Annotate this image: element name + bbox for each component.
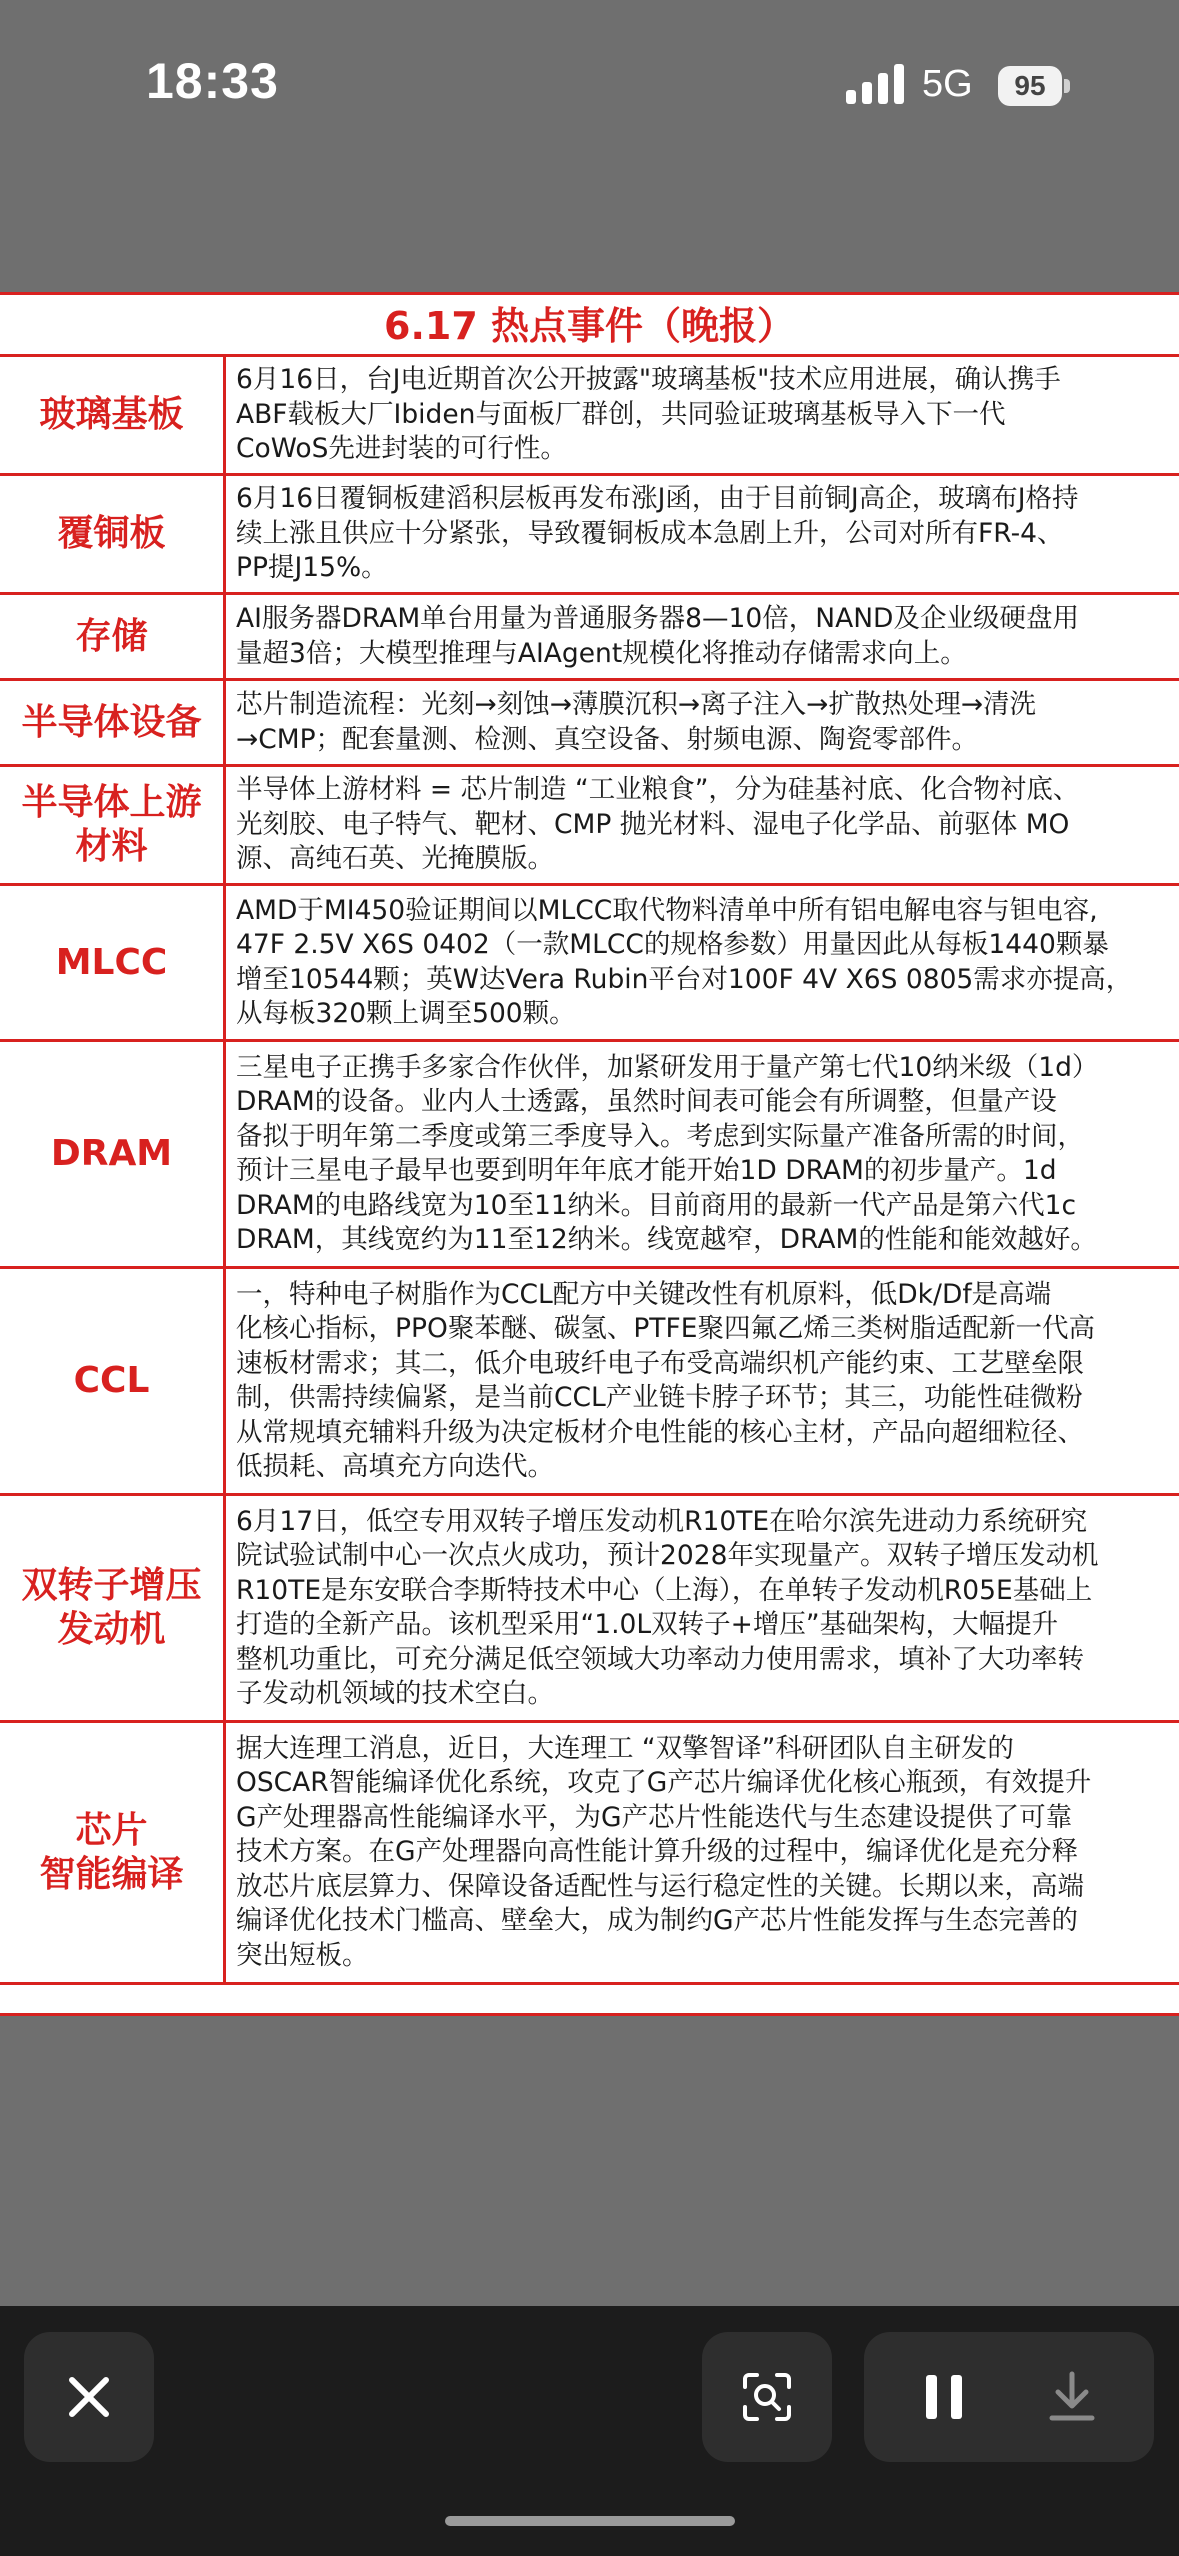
row-text-line: 整机功重比，可充分满足低空领域大功率动力使用需求，填补了大功率转 — [236, 1643, 1084, 1675]
row-label: MLCC — [0, 886, 226, 1039]
row-text — [236, 681, 1169, 764]
visual-search-icon — [739, 2369, 795, 2425]
row-text-line: 预计三星电子最早也要到明年年底才能开始1D DRAM的初步量产。1d — [236, 1155, 1057, 1186]
row-text-line: 子发动机领域的技术空白。 — [236, 1678, 554, 1709]
row-text-line: 源、高纯石英、光掩膜版。 — [236, 843, 554, 875]
row-label: 覆铜板 — [0, 476, 226, 592]
row-text-line: 突出短板。 — [236, 1939, 369, 1971]
row-text-line: 一，特种电子树脂作为CCL配方中关键改性有机原料，低Dk/Df是高端 — [236, 1278, 1052, 1310]
row-text — [236, 886, 1169, 1039]
row-text-line: OSCAR智能编译优化系统，攻克了G产芯片编译优化核心瓶颈，有效提升 — [236, 1767, 1092, 1799]
row-text — [236, 357, 1169, 473]
row-text-line: 量超3倍；大模型推理与AIAgent规模化将推动存储需求向上。 — [236, 637, 967, 669]
row-text-line: 化核心指标，PPO聚苯醚、碳氢、PTFE聚四氟乙烯三类树脂适配新一代高 — [236, 1313, 1095, 1344]
row-text-line: 从每板320颗上调至500颗。 — [236, 998, 576, 1029]
close-button[interactable] — [24, 2332, 154, 2462]
row-text-line: AMD于MI450验证期间以MLCC取代物料清单中所有铝电解电容与钽电容, — [236, 894, 1098, 926]
row-label: 半导体设备 — [0, 681, 226, 764]
row-text-line: 6月16日覆铜板建滔积层板再发布涨J函，由于目前铜J高企，玻璃布J格持 — [236, 483, 1079, 515]
row-text — [236, 1723, 1169, 1982]
table-row — [0, 476, 1179, 595]
row-text-line: 半导体上游材料 = 芯片制造 “工业粮食”，分为硅基衬底、化合物衬底、 — [236, 774, 1080, 806]
close-icon — [64, 2372, 114, 2422]
row-text-line: R10TE是东安联合李斯特技术中心（上海），在单转子发动机R05E基础上 — [236, 1574, 1093, 1606]
row-text-line: 放芯片底层算力、保障设备适配性与运行稳定性的关键。长期以来，高端 — [236, 1870, 1084, 1902]
row-text-line: 增至10544颗；英W达Vera Rubin平台对100F 4V X6S 0805需求亦提高， — [236, 963, 1133, 995]
visual-search-button[interactable] — [702, 2332, 832, 2462]
row-text-line: 6月17日，低空专用双转子增压发动机R10TE在哈尔滨先进动力系统研究 — [236, 1505, 1088, 1537]
media-controls — [864, 2332, 1154, 2462]
download-icon — [1047, 2370, 1097, 2424]
news-document — [0, 292, 1179, 2016]
table-row — [0, 767, 1179, 886]
cellular-signal-icon — [846, 64, 906, 104]
row-text — [236, 1496, 1169, 1720]
download-button[interactable] — [1032, 2357, 1112, 2437]
row-text-line: AI服务器DRAM单台用量为普通服务器8—10倍，NAND及企业级硬盘用 — [236, 603, 1079, 634]
row-text-line: 芯片制造流程：光刻→刻蚀→薄膜沉积→离子注入→扩散热处理→清洗 — [236, 689, 1037, 720]
row-text-line: CoWoS先进封装的可行性。 — [236, 433, 567, 465]
table-row — [0, 681, 1179, 767]
row-text-line: 续上涨且供应十分紧张，导致覆铜板成本急剧上升，公司对所有FR-4、 — [236, 517, 1064, 549]
row-text-line: 打造的全新产品。该机型采用“1.0L双转子+增压”基础架构，大幅提升 — [236, 1609, 1059, 1640]
row-text-line: DRAM，其线宽约为11至12纳米。线宽越窄，DRAM的性能和能效越好。 — [236, 1224, 1097, 1255]
table-row — [0, 357, 1179, 476]
row-text-line: 低损耗、高填充方向迭代。 — [236, 1451, 554, 1482]
status-time: 18:33 — [146, 53, 279, 109]
network-type: 5G — [922, 63, 973, 105]
table-row — [0, 1042, 1179, 1269]
row-text-line: 技术方案。在G产处理器向高性能计算升级的过程中，编译优化是充分释 — [236, 1836, 1079, 1868]
row-text-line: G产处理器高性能编译水平，为G产芯片性能迭代与生态建设提供了可靠 — [236, 1801, 1073, 1833]
row-label: 存储 — [0, 595, 226, 678]
row-text-line: 光刻胶、电子特气、靶材、CMP 抛光材料、湿电子化学品、前驱体 MO — [236, 808, 1070, 840]
row-text-line: DRAM的设备。业内人士透露，虽然时间表可能会有所调整，但量产设 — [236, 1086, 1057, 1117]
row-text-line: DRAM的电路线宽为10至11纳米。目前商用的最新一代产品是第六代1c — [236, 1189, 1077, 1221]
pause-button[interactable] — [904, 2357, 984, 2437]
row-text-line: 制，供需持续偏紧，是当前CCL产业链卡脖子环节；其三，功能性硅微粉 — [236, 1382, 1083, 1413]
battery-cap — [1064, 79, 1070, 93]
row-text-line: 编译优化技术门槛高、壁垒大，成为制约G产芯片性能发挥与生态完善的 — [236, 1905, 1079, 1937]
row-text — [236, 1269, 1169, 1493]
table-row — [0, 886, 1179, 1042]
row-text-line: 备拟于明年第二季度或第三季度导入。考虑到实际量产准备所需的时间， — [236, 1120, 1084, 1152]
battery-level: 95 — [998, 66, 1062, 106]
row-text-line: 从常规填充辅料升级为决定板材介电性能的核心主材，产品向超细粒径、 — [236, 1416, 1084, 1448]
row-label: 芯片 智能编译 — [0, 1723, 226, 1982]
row-text-line: 三星电子正携手多家合作伙伴，加紧研发用于量产第七代10纳米级（1d） — [236, 1051, 1099, 1083]
table-row — [0, 1723, 1179, 1985]
table-row — [0, 595, 1179, 681]
row-text — [236, 767, 1169, 883]
row-text — [236, 595, 1169, 678]
row-label: 双转子增压 发动机 — [0, 1496, 226, 1720]
home-indicator — [445, 2516, 735, 2526]
table-row — [0, 1496, 1179, 1723]
row-text — [236, 1042, 1169, 1266]
row-label: 玻璃基板 — [0, 357, 226, 473]
row-text-line: 6月16日，台J电近期首次公开披露"玻璃基板"技术应用进展，确认携手 — [236, 364, 1061, 396]
row-text-line: PP提J15%。 — [236, 552, 388, 584]
battery-icon — [998, 66, 1072, 106]
row-text-line: →CMP；配套量测、检测、真空设备、射频电源、陶瓷零部件。 — [236, 723, 979, 755]
row-text-line: 院试验试制中心一次点火成功，预计2028年实现量产。双转子增压发动机 — [236, 1540, 1099, 1571]
status-bar — [0, 0, 1179, 170]
row-text-line: 速板材需求；其二，低介电玻纤电子布受高端织机产能约束、工艺壁垒限 — [236, 1347, 1084, 1379]
row-text-line: 47F 2.5V X6S 0402（一款MLCC的规格参数）用量因此从每板1440颗暴 — [236, 929, 1109, 960]
row-label: CCL — [0, 1269, 226, 1493]
row-label: DRAM — [0, 1042, 226, 1266]
row-text-line: ABF载板大厂Ibiden与面板厂群创，共同验证玻璃基板导入下一代 — [236, 398, 1006, 430]
row-label: 半导体上游 材料 — [0, 767, 226, 883]
pause-icon — [924, 2373, 964, 2421]
document-title: 6.17 热点事件（晚报） — [0, 295, 1179, 357]
table-row — [0, 1269, 1179, 1496]
row-text — [236, 476, 1169, 592]
row-text-line: 据大连理工消息，近日，大连理工 “双擎智译”科研团队自主研发的 — [236, 1732, 1014, 1764]
